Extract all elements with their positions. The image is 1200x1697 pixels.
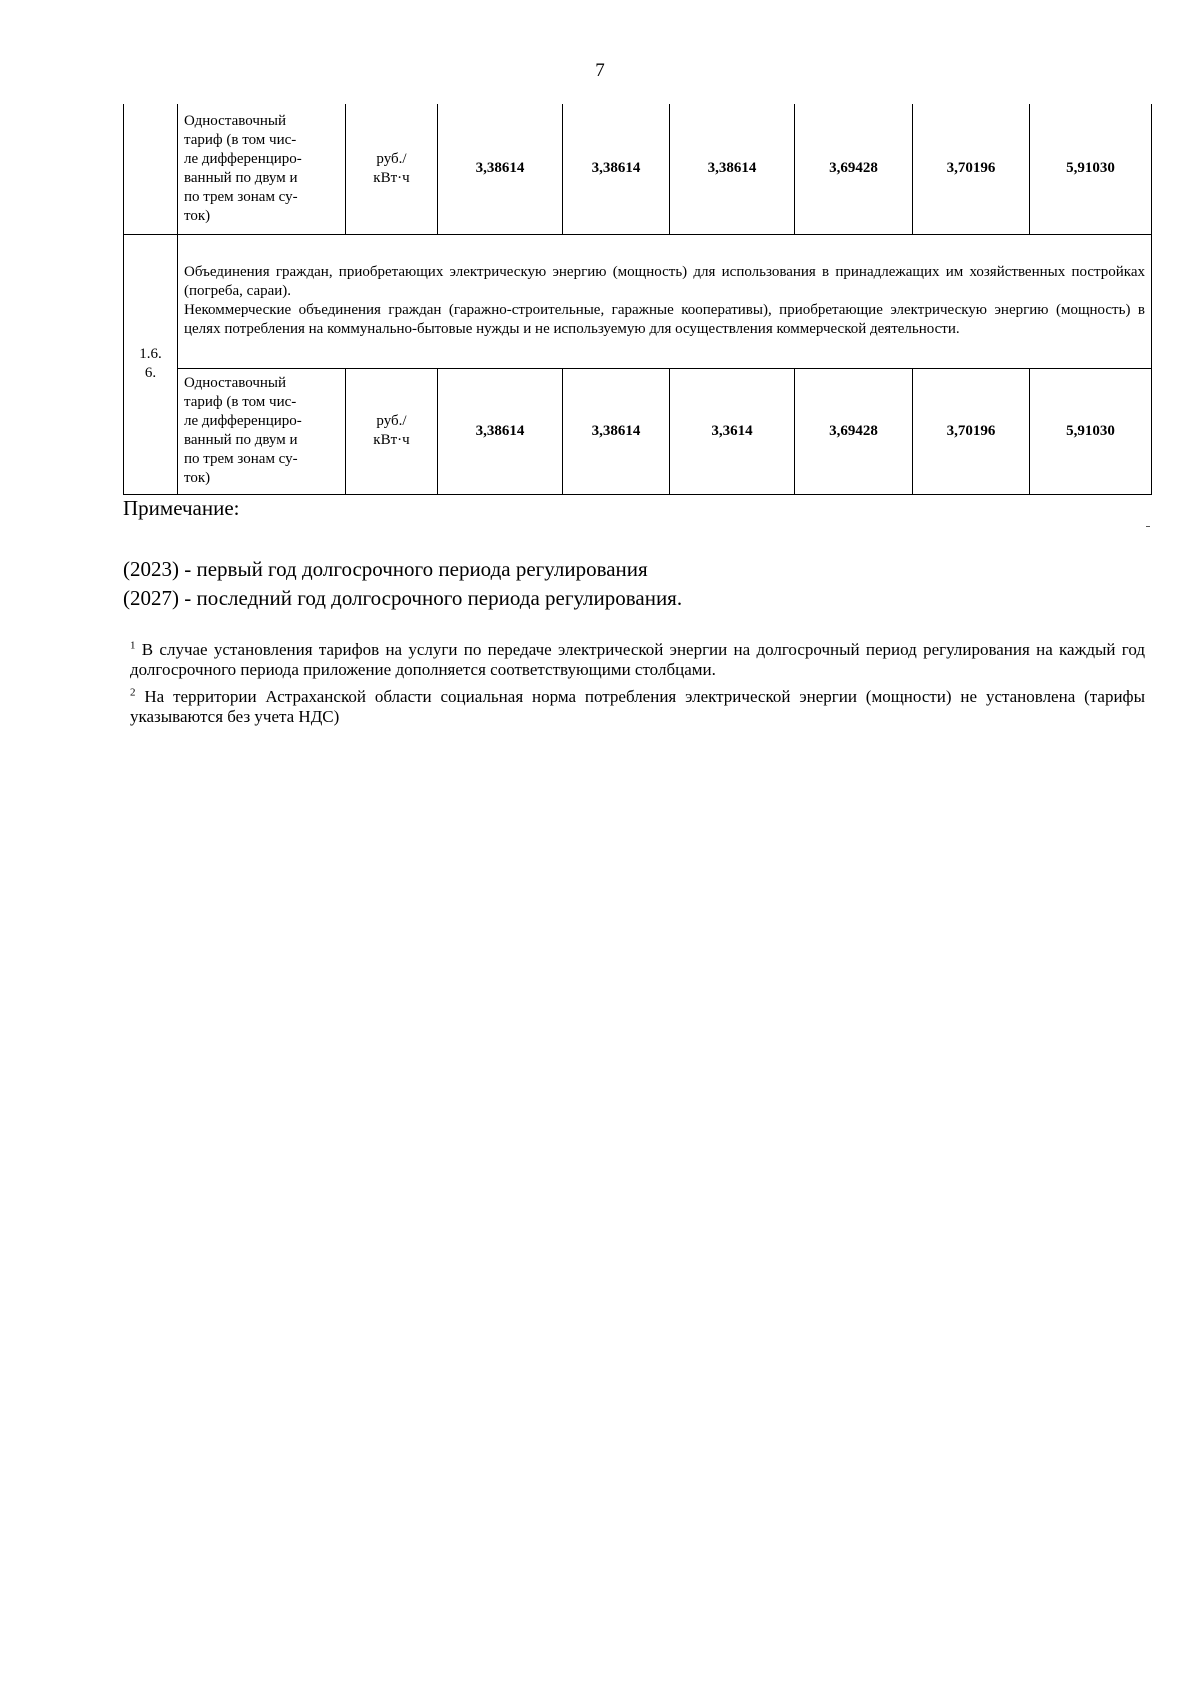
footnote-mark: 1	[130, 639, 136, 652]
value-cell: 3,70196	[913, 368, 1030, 494]
desc-line: Одноставочный	[184, 112, 286, 129]
page-number: 7	[595, 60, 605, 81]
table-row	[124, 234, 1152, 368]
group-text-2: Некоммерческие объединения граждан (гаражно-строительные, гаражные кооперативы), приобретающие электрическую энергию (мощность) в целях потребления на коммунально-бытовые нужды и не используемую для осуществления коммерческой деятельности.	[184, 302, 1145, 337]
value-cell: 5,91030	[1030, 104, 1152, 234]
group-description	[178, 234, 1152, 368]
row-number-cell	[124, 104, 178, 234]
tariff-table	[123, 104, 1152, 495]
footnote-mark: 2	[130, 686, 136, 699]
value-cell: 3,38614	[563, 104, 670, 234]
footnote-text: В случае установления тарифов на услуги по передаче электрической энергии на долгосрочный период регулирования на каждый год долгосрочного периода приложение дополняется соответствующими столбцами.	[130, 640, 1145, 679]
unit-cell: руб./ кВт·ч	[346, 368, 438, 494]
value-cell: 3,69428	[795, 104, 913, 234]
desc-line: ванный по двум и	[184, 432, 298, 448]
value-cell: 3,38614	[563, 368, 670, 494]
desc-line: ток)	[184, 470, 211, 486]
footnote-text: На территории Астраханской области социальная норма потребления электрической энергии (мощности) не установлена (тарифы указываются без учета НДС)	[130, 687, 1145, 726]
footnote-1	[130, 640, 1145, 680]
value-cell: 3,38614	[438, 368, 563, 494]
desc-line: ток)	[184, 207, 211, 224]
desc-line: по трем зонам су-	[184, 188, 298, 205]
table-row	[124, 104, 1152, 234]
unit-cell: руб./ кВт·ч	[346, 104, 438, 234]
desc-line: ванный по двум и	[184, 169, 298, 186]
group-number-cell: 1.6. 6.	[124, 234, 178, 494]
footnote-2	[130, 687, 1145, 727]
group-text-1: Объединения граждан, приобретающих электрическую энергию (мощность) для использования в принадлежащих им хозяйственных постройках (погреба, сараи).	[184, 264, 1145, 299]
value-cell: 3,3614	[670, 368, 795, 494]
note-title: Примечание:	[123, 496, 240, 520]
desc-line: ле дифференциро-	[184, 413, 302, 429]
desc-line: ле дифференциро-	[184, 150, 302, 167]
table-row	[124, 368, 1152, 494]
scan-mark	[1146, 526, 1150, 527]
value-cell: 3,70196	[913, 104, 1030, 234]
desc-line: по трем зонам су-	[184, 451, 298, 467]
desc-line: тариф (в том чис-	[184, 394, 297, 410]
tariff-description	[178, 104, 346, 234]
tariff-description	[178, 368, 346, 494]
value-cell: 3,69428	[795, 368, 913, 494]
desc-line: тариф (в том чис-	[184, 131, 297, 148]
value-cell: 3,38614	[670, 104, 795, 234]
note-line-first-year: (2023) - первый год долгосрочного периода регулирования	[123, 557, 648, 581]
value-cell: 3,38614	[438, 104, 563, 234]
note-line-last-year: (2027) - последний год долгосрочного периода регулирования.	[123, 586, 683, 610]
desc-line: Одноставочный	[184, 375, 286, 391]
value-cell: 5,91030	[1030, 368, 1152, 494]
